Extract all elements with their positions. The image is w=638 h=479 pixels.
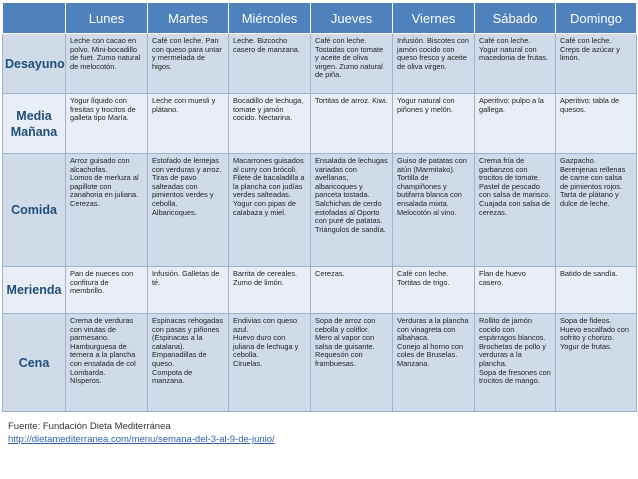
menu-cell: Verduras a la plancha con vinagreta con albahaca. Conejo al horno con coles de Bruselas. Manzana. <box>393 314 475 412</box>
menu-cell: Aperitivo: pulpo a la gallega. <box>475 94 556 154</box>
menu-cell: Yogur natural con piñones y melón. <box>393 94 475 154</box>
menu-cell: Bocadillo de lechuga, tomate y jamón cocido. Nectarina. <box>229 94 311 154</box>
source-text: Fuente: Fundación Dieta Mediterránea <box>8 421 171 432</box>
day-header: Martes <box>148 3 229 34</box>
meal-row-media-manana <box>3 94 637 154</box>
menu-cell: Crema fría de garbanzos con trocitos de tomate. Pastel de pescado con salsa de marisco. Cuajada con salsa de cerezas. <box>475 154 556 267</box>
menu-cell: Café con leche. Tortitas de trigo. <box>393 267 475 314</box>
menu-cell: Estofado de lentejas con verduras y arroz. Tiras de pavo salteadas con pimientos verdes y cebolla. Albaricoques. <box>148 154 229 267</box>
menu-cell: Barrita de cereales. Zumo de limón. <box>229 267 311 314</box>
menu-cell: Flan de huevo casero. <box>475 267 556 314</box>
header-corner <box>3 3 66 34</box>
day-header: Jueves <box>311 3 393 34</box>
source-footer <box>8 420 608 446</box>
meal-row-desayuno <box>3 34 637 94</box>
menu-cell: Café con leche. Yogur natural con macedonia de frutas. <box>475 34 556 94</box>
meal-row-cena <box>3 314 637 412</box>
menu-cell: Rollito de jamón cocido con espárragos blancos. Brochetas de pollo y verduras a la plancha. Sopa de fresones con trocitos de mango. <box>475 314 556 412</box>
menu-cell: Endivias con queso azul. Huevo duro con juliana de lechuga y cebolla. Ciruelas. <box>229 314 311 412</box>
menu-cell: Sopa de arroz con cebolla y coliflor. Mero al vapor con salsa de guisante. Requesón con frambuesas. <box>311 314 393 412</box>
menu-cell: Macarrones guisados al curry con brócoli. Filete de bacaladilla a la plancha con judías verdes salteadas. Yogur con pipas de calabaza y miel. <box>229 154 311 267</box>
meal-label-text: Media Mañana <box>10 108 58 139</box>
menu-cell: Gazpacho. Berenjenas rellenas de carne con salsa de pimientos rojos. Tarta de plátano y dulce de leche. <box>556 154 637 267</box>
weekly-menu-table <box>2 2 637 412</box>
header-row <box>3 3 637 34</box>
meal-row-comida <box>3 154 637 267</box>
menu-cell: Leche. Bizcocho casero de manzana. <box>229 34 311 94</box>
meal-label: Cena <box>3 314 66 412</box>
meal-label: Comida <box>3 154 66 267</box>
menu-cell: Sopa de fideos. Huevo escalfado con sofrito y chorizo. Yogur de frutas. <box>556 314 637 412</box>
day-header: Lunes <box>66 3 148 34</box>
menu-cell: Pan de nueces con confitura de membrillo. <box>66 267 148 314</box>
meal-label <box>3 94 66 154</box>
menu-cell: Crema de verduras con virutas de parmesano. Hamburguesa de ternera a la plancha con ensalada de col Lombarda. Nísperos. <box>66 314 148 412</box>
menu-cell: Yogur líquido con fresitas y trocitos de galleta tipo María. <box>66 94 148 154</box>
meal-label: Desayuno <box>3 34 66 94</box>
menu-cell: Espinacas rehogadas con pasas y piñones (Espinacas a la catalana). Empanadillas de queso. Compota de manzana. <box>148 314 229 412</box>
menu-cell: Café con leche. Pan con queso para untar y mermelada de higos. <box>148 34 229 94</box>
menu-cell: Infusión. Biscotes con jamón cocido con queso fresco y aceite de oliva virgen. <box>393 34 475 94</box>
menu-cell: Leche con muesli y plátano. <box>148 94 229 154</box>
menu-cell: Tortitas de arroz. Kiwi. <box>311 94 393 154</box>
source-link[interactable]: http://dietamediterranea.com/menu/semana-del-3-al-9-de-junio/ <box>8 434 275 445</box>
menu-cell: Ensalada de lechugas variadas con avellanas, albaricoques y panceta tostada. Salchichas de cerdo estofadas al Oporto con puré de patatas. Triángulos de sandía. <box>311 154 393 267</box>
menu-cell: Café con leche. Creps de azúcar y limón. <box>556 34 637 94</box>
day-header: Miércoles <box>229 3 311 34</box>
meal-label: Merienda <box>3 267 66 314</box>
menu-cell: Leche con cacao en polvo. Mini-bocadillo de fuet. Zumo natural de melocotón. <box>66 34 148 94</box>
day-header: Sábado <box>475 3 556 34</box>
day-header: Domingo <box>556 3 637 34</box>
menu-cell: Infusión. Galletas de té. <box>148 267 229 314</box>
menu-cell: Café con leche. Tostadas con tomate y aceite de oliva virgen. Zumo natural de piña. <box>311 34 393 94</box>
menu-cell: Batido de sandía. <box>556 267 637 314</box>
menu-cell: Guiso de patatas con atún (Marmitako). Tortilla de champiñones y butifarra blanca con ensalada mixta. Melocotón al vino. <box>393 154 475 267</box>
menu-cell: Cerezas. <box>311 267 393 314</box>
menu-cell: Arroz guisado con alcachofas. Lomos de merluza al papillote con zanahoria en juliana. Cerezas. <box>66 154 148 267</box>
meal-row-merienda <box>3 267 637 314</box>
day-header: Viernes <box>393 3 475 34</box>
menu-cell: Aperitivo: tabla de quesos. <box>556 94 637 154</box>
